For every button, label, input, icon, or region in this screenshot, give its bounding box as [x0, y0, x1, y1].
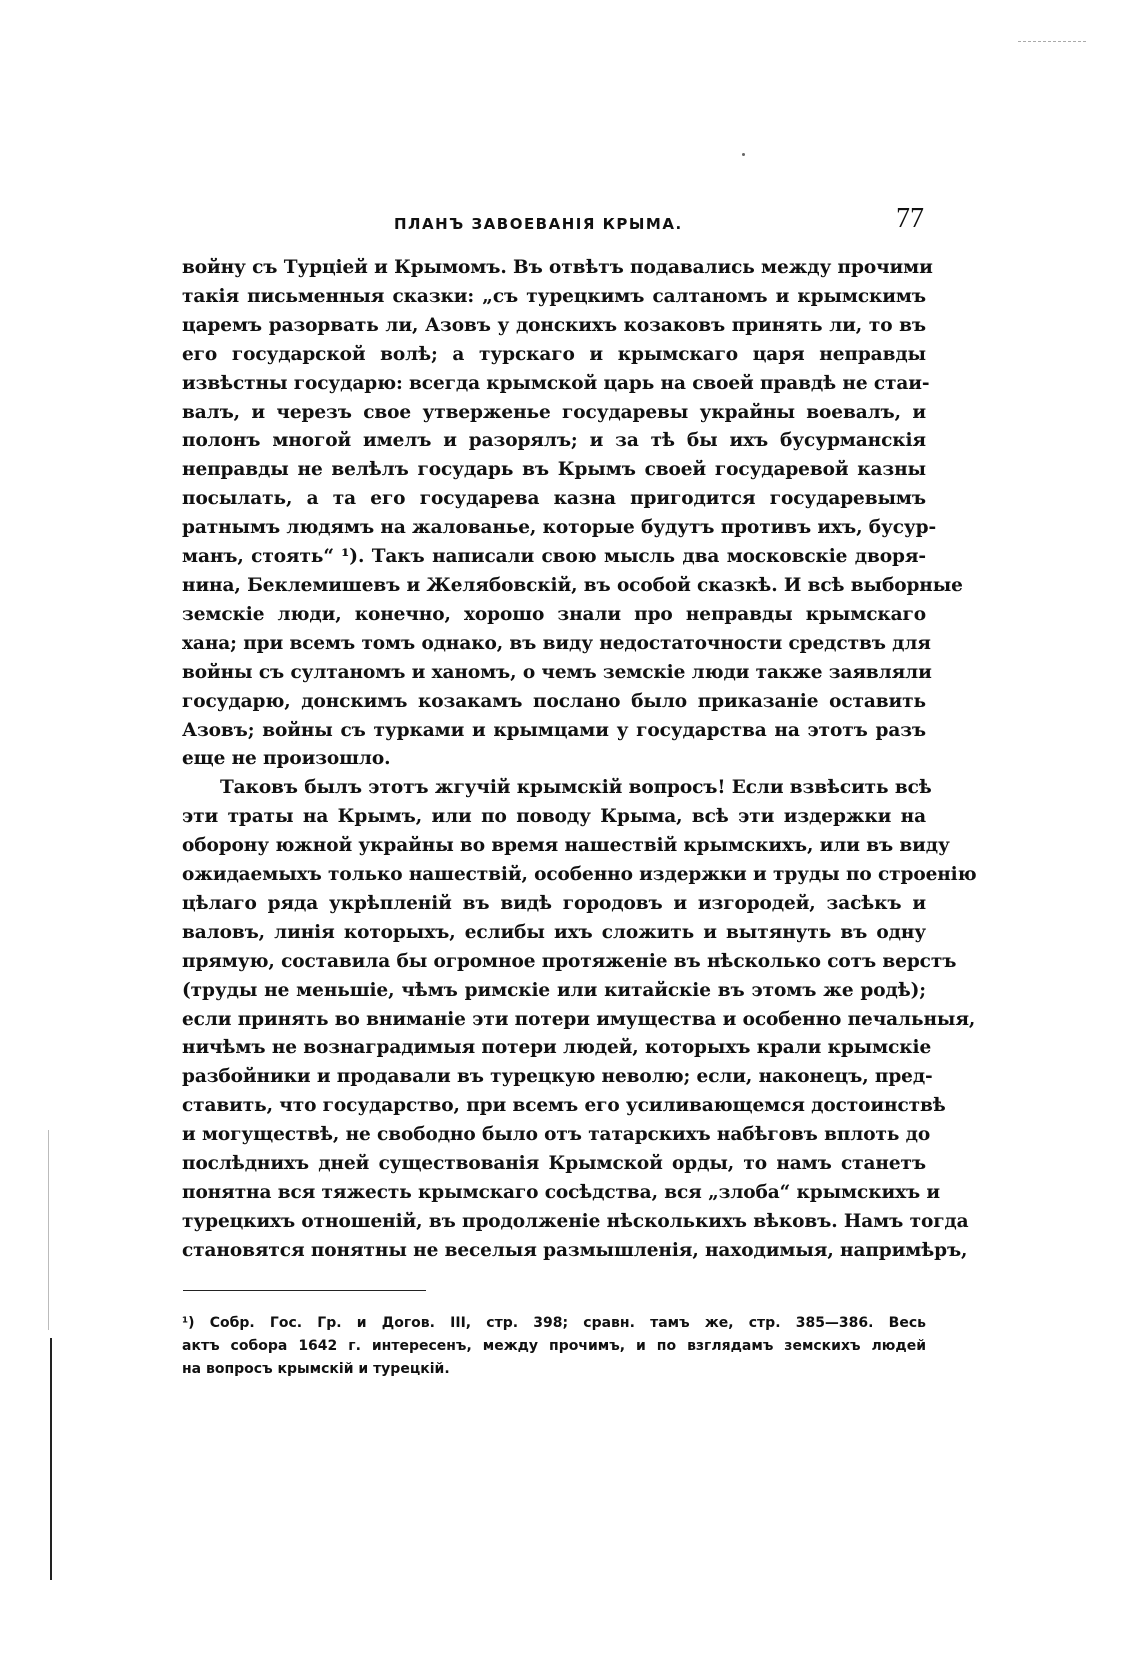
page-header [182, 203, 924, 243]
paragraph [182, 774, 977, 1265]
footnote-line: на вопросъ крымскій и турецкій. [182, 1361, 450, 1377]
text-line: такія письменныя сказки: „съ турецкимъ салтаномъ и крымскимъ [182, 285, 926, 307]
footnote-line: актъ собора 1642 г. интересенъ, между прочимъ, и по взглядамъ земскихъ людей [182, 1338, 926, 1354]
body-text [182, 254, 977, 1266]
footnote-divider [183, 1290, 426, 1291]
text-line: послѣднихъ дней существованія Крымской орды, то намъ станетъ [182, 1153, 926, 1175]
scan-speck [742, 153, 745, 156]
scan-edge-line [50, 1338, 52, 1580]
text-line: ставить, что государство, при всемъ его усиливающемся достоинствѣ [182, 1095, 946, 1117]
text-line: посылать, а та его государева казна пригодится государевымъ [182, 488, 926, 510]
text-line: земскіе люди, конечно, хорошо знали про неправды крымскаго [182, 603, 926, 625]
text-line: разбойники и продавали въ турецкую неволю; если, наконецъ, пред- [182, 1066, 933, 1088]
text-line: прямую, составила бы огромное протяженіе въ нѣсколько сотъ верстъ [182, 950, 957, 972]
text-line: манъ, стоять“ ¹). Такъ написали свою мысль два московскіе дворя- [182, 546, 926, 568]
text-line: извѣстны государю: всегда крымской царь на своей правдѣ не стаи- [182, 372, 930, 394]
text-line: если принять во вниманіе эти потери имущества и особенно печальныя, [182, 1008, 976, 1030]
footnote-line: ¹) Собр. Гос. Гр. и Догов. III, стр. 398; сравн. тамъ же, стр. 385—386. Весь [182, 1315, 926, 1331]
text-line: неправды не велѣлъ государь въ Крымъ своей государевой казны [182, 459, 926, 481]
text-line: (труды не меньшіе, чѣмъ римскіе или китайскіе въ этомъ же родѣ); [182, 979, 926, 1001]
text-line: цѣлаго ряда укрѣпленій въ видѣ городовъ и изгородей, засѣкъ и [182, 892, 926, 914]
text-line: становятся понятны не веселыя размышленія, находимыя, напримѣръ, [182, 1239, 968, 1261]
scan-artifact-top [1018, 41, 1086, 42]
text-line: Азовъ; войны съ турками и крымцами у государства на этотъ разъ [182, 719, 926, 741]
text-line: хана; при всемъ томъ однако, въ виду недостаточности средствъ для [182, 632, 931, 654]
text-line: нина, Беклемишевъ и Желябовскій, въ особой сказкѣ. И всѣ выборные [182, 574, 963, 596]
text-line: войны съ султаномъ и ханомъ, о чемъ земскіе люди также заявляли [182, 661, 932, 683]
text-line: полонъ многой имелъ и разорялъ; и за тѣ бы ихъ бусурманскія [182, 430, 926, 452]
scan-edge-faint [48, 1130, 49, 1330]
text-line: ничѣмъ не вознаградимыя потери людей, которыхъ крали крымскіе [182, 1037, 932, 1059]
paragraph [182, 254, 963, 774]
running-title: ПЛАНЪ ЗАВОЕВАНІЯ КРЫМА. [394, 215, 683, 233]
text-line: турецкихъ отношеній, въ продолженіе нѣсколькихъ вѣковъ. Намъ тогда [182, 1210, 969, 1232]
text-line: и могуществѣ, не свободно было отъ татарскихъ набѣговъ вплоть до [182, 1124, 931, 1146]
text-line: ожидаемыхъ только нашествій, особенно издержки и труды по строенію [182, 864, 977, 886]
text-line: Таковъ былъ этотъ жгучій крымскій вопросъ! Если взвѣсить всѣ [220, 777, 932, 799]
text-line: царемъ разорвать ли, Азовъ у донскихъ козаковъ принять ли, то въ [182, 314, 926, 336]
page-number: 77 [896, 203, 924, 234]
text-line: оборону южной украйны во время нашествій крымскихъ, или въ виду [182, 835, 950, 857]
text-line: валовъ, линія которыхъ, еслибы ихъ сложить и вытянуть въ одну [182, 921, 926, 943]
text-line: еще не произошло. [182, 748, 391, 770]
footnote [182, 1312, 926, 1381]
text-line: валъ, и черезъ свое утверженье государевы украйны воевалъ, и [182, 401, 926, 423]
text-line: его государской волѣ; а турскаго и крымскаго царя неправды [182, 343, 926, 365]
text-line: эти траты на Крымъ, или по поводу Крыма, всѣ эти издержки на [182, 806, 926, 828]
text-line: ратнымъ людямъ на жалованье, которые будутъ противъ ихъ, бусур- [182, 517, 937, 539]
text-line: войну съ Турціей и Крымомъ. Въ отвѣтъ подавались между прочими [182, 257, 933, 278]
text-line: понятна вся тяжесть крымскаго сосѣдства, вся „злоба“ крымскихъ и [182, 1182, 941, 1203]
text-line: государю, донскимъ козакамъ послано было приказаніе оставить [182, 690, 926, 712]
